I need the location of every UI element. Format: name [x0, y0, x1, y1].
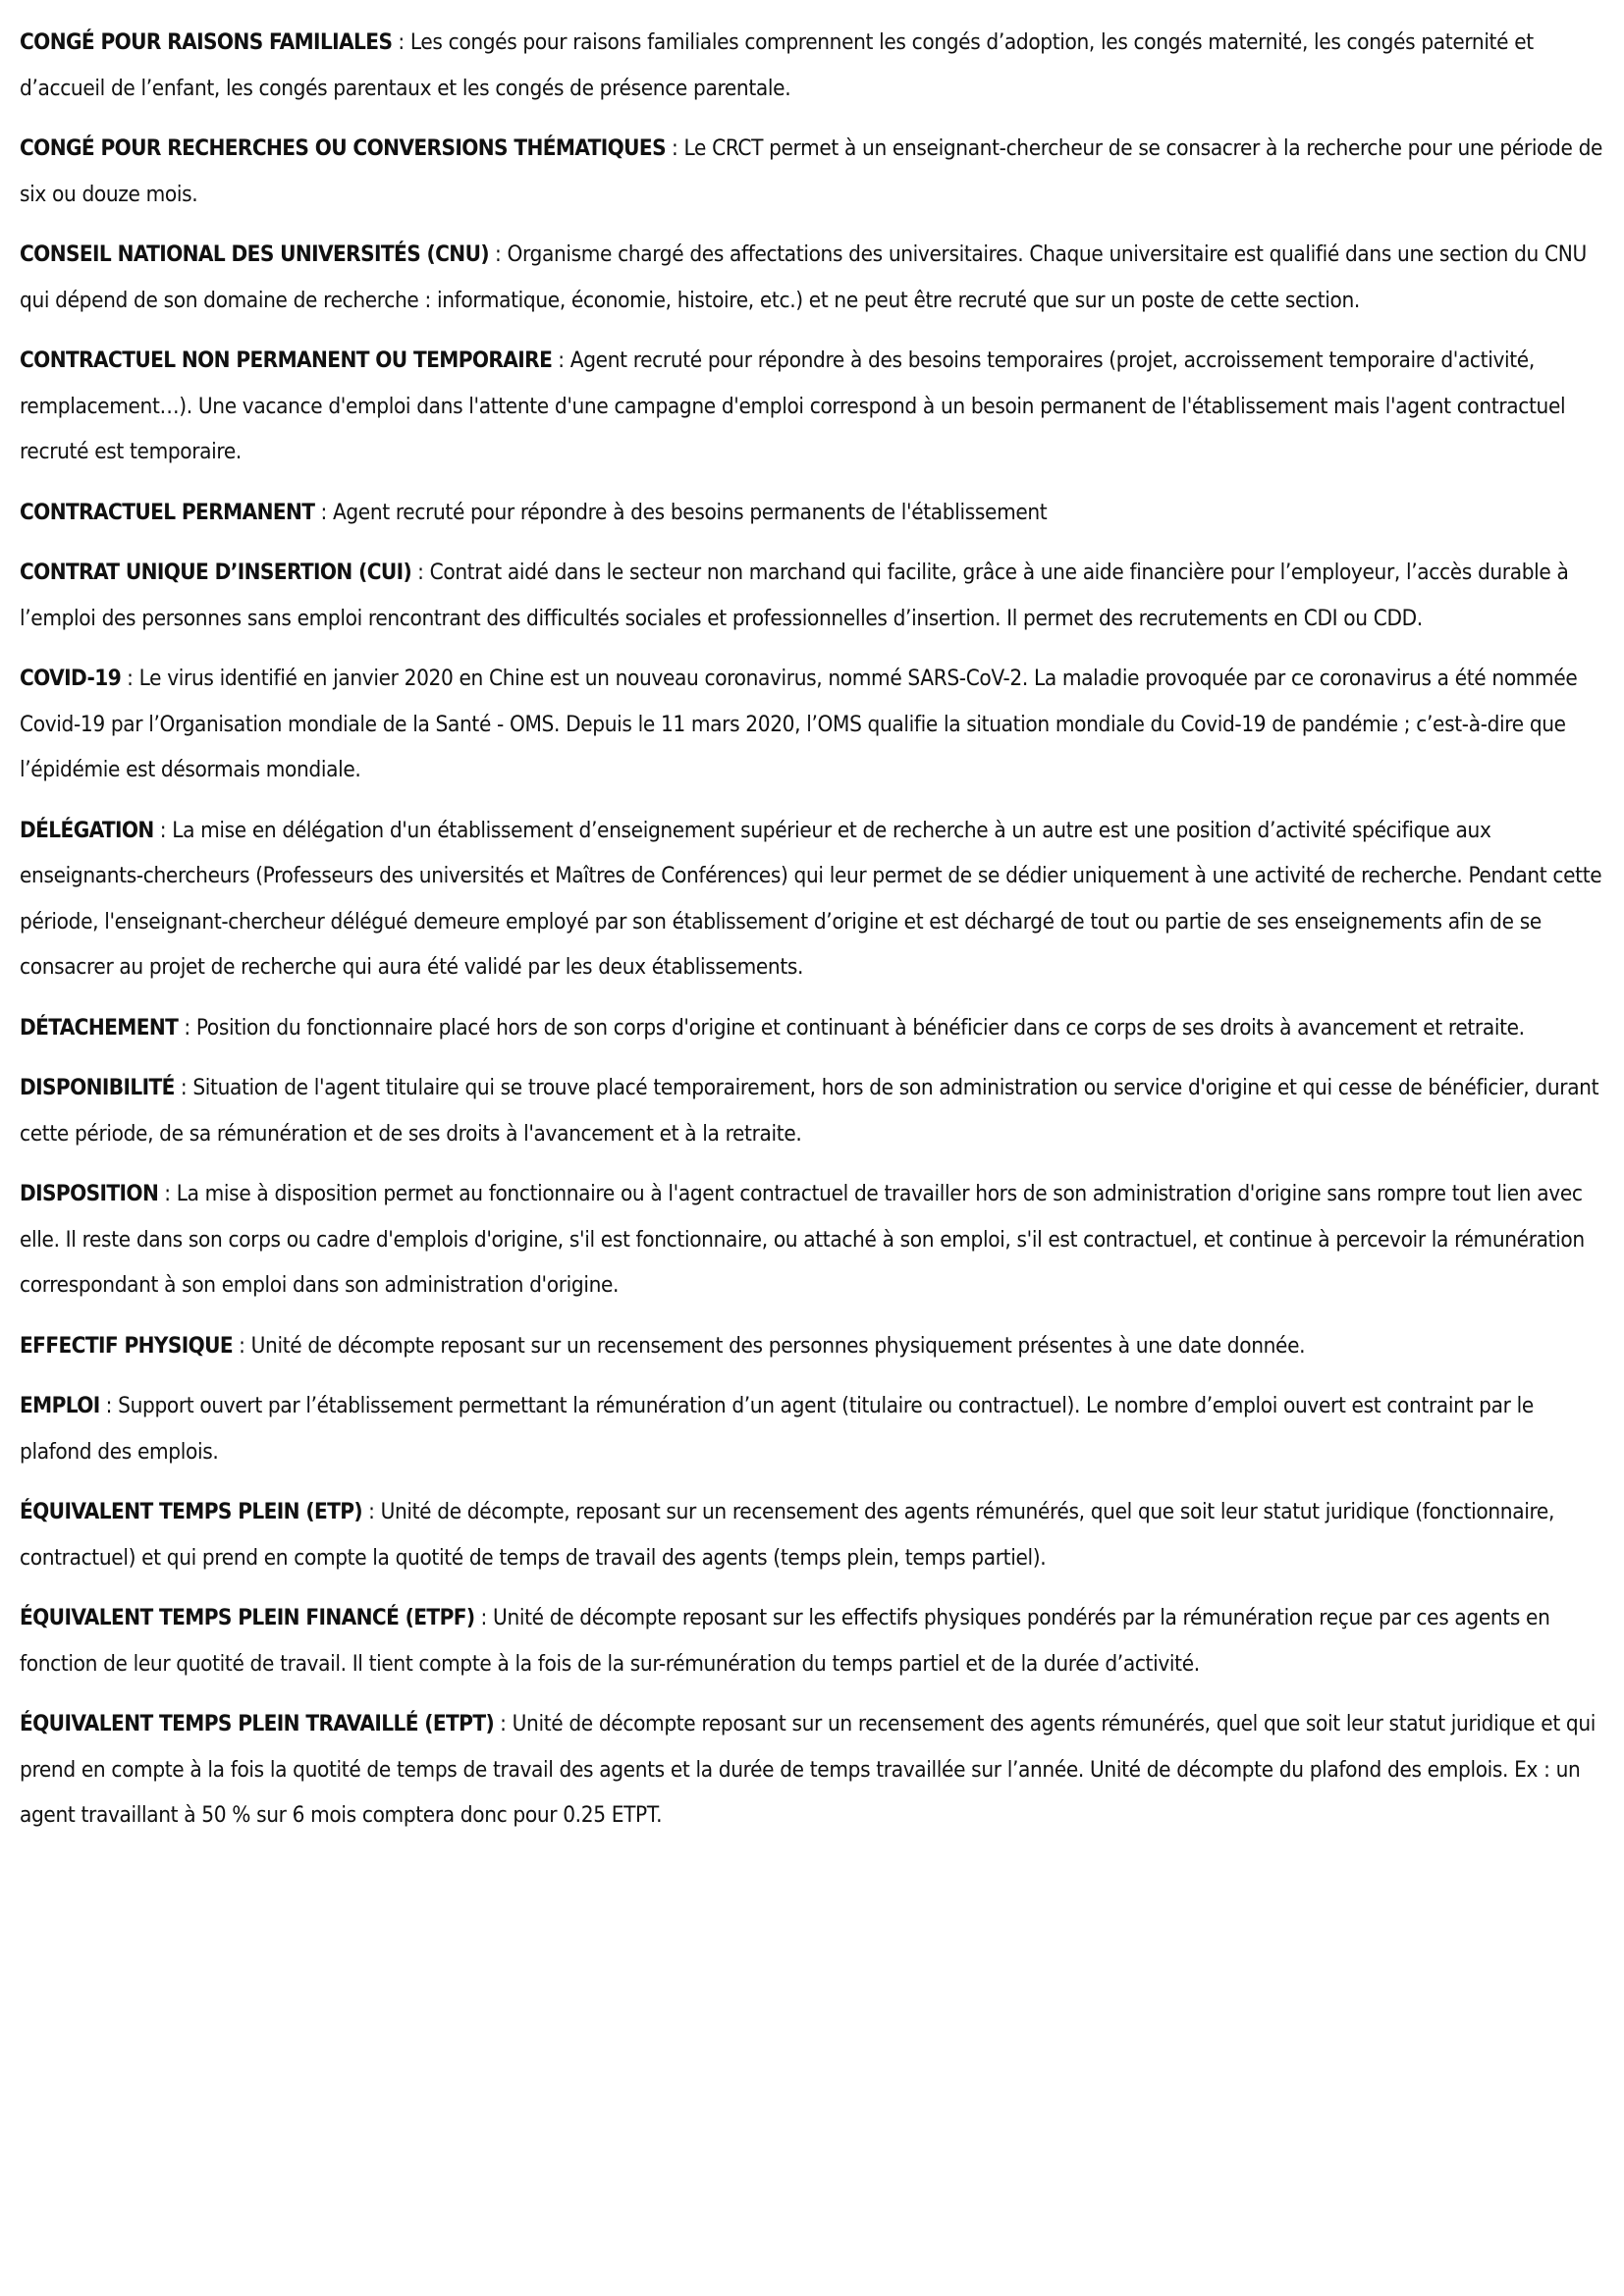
glossary-definition: La mise à disposition permet au fonctionnaire ou à l'agent contractuel de travailler hors de son administration d'origine sans rompre tout lien avec elle. Il reste dans son corps ou cadre d'emplois d'origine, s'il est fonctionnaire, ou attaché à son emploi, s'il est contractuel, et continue à percevoir la rémunération correspondant à son emploi dans son administration d'origine. [20, 1181, 1585, 1298]
glossary-entry-detachement [20, 1005, 1608, 1051]
glossary-entry-effectif-physique [20, 1323, 1608, 1369]
term-separator: : [233, 1332, 251, 1359]
glossary-definition: Unité de décompte reposant sur un recensement des personnes physiquement présentes à une date donnée. [250, 1332, 1306, 1359]
glossary-definition: Le CRCT permet à un enseignant-chercheur de se consacrer à la recherche pour une période de six ou douze mois. [20, 135, 1603, 207]
term-separator: : [153, 817, 173, 843]
glossary-term: CONTRAT UNIQUE D’INSERTION (CUI) [20, 560, 412, 585]
term-separator: : [174, 1075, 193, 1100]
glossary-entry-delegation [20, 808, 1608, 990]
glossary-entry-etp [20, 1489, 1608, 1580]
glossary-term: CONGÉ POUR RECHERCHES OU CONVERSIONS THÉMATIQUES [20, 135, 666, 161]
term-separator: : [362, 1499, 381, 1524]
term-separator: : [488, 241, 508, 267]
glossary-term: COVID-19 [20, 666, 122, 691]
glossary-definition: Unité de décompte reposant sur un recensement des agents rémunérés, quel que soit leur statut juridique et qui prend en compte à la fois la quotité de temps de travail des agents et la durée de temps travaillée sur l’année. Unité de décompte du plafond des emplois. Ex : un agent travaillant à 50 % sur 6 mois comptera donc pour 0.25 ETPT. [20, 1711, 1597, 1828]
glossary-entry-emploi [20, 1383, 1608, 1474]
glossary-term: CONTRACTUEL NON PERMANENT OU TEMPORAIRE [20, 347, 553, 373]
glossary-entry-conge-recherches [20, 126, 1608, 217]
glossary-entry-conge-raisons-familiales [20, 20, 1608, 111]
glossary-term: CONTRACTUEL PERMANENT [20, 499, 315, 525]
glossary-entry-etpf [20, 1595, 1608, 1686]
glossary-term: DISPOSITION [20, 1181, 159, 1206]
glossary-definition: La mise en délégation d'un établissement d’enseignement supérieur et de recherche à un autre est une position d’activité spécifique aux enseignants-chercheurs (Professeurs des universités et Maîtres de Conférences) qui leur permet de se dédier uniquement à une activité de recherche. Pendant cette période, l'enseignant-chercheur délégué demeure employé par son établissement d’origine et est déchargé de tout ou partie de ses enseignements afin de se consacrer au projet de recherche qui aura été validé par les deux établissements. [20, 817, 1602, 980]
term-separator: : [666, 135, 684, 161]
glossary-term: ÉQUIVALENT TEMPS PLEIN FINANCÉ (ETPF) [20, 1605, 475, 1630]
term-separator: : [99, 1393, 119, 1418]
glossary-entry-cui [20, 550, 1608, 641]
term-separator: : [178, 1014, 196, 1041]
glossary-definition: Organisme chargé des affectations des universitaires. Chaque universitaire est qualifié dans une section du CNU qui dépend de son domaine de recherche : informatique, économie, histoire, etc.) et ne peut être recruté que sur un poste de cette section. [20, 241, 1587, 313]
glossary-entry-contractuel-permanent [20, 490, 1608, 536]
glossary-definition: Unité de décompte reposant sur les effectifs physiques pondérés par la rémunération reçue par ces agents en fonction de leur quotité de travail. Il tient compte à la fois de la sur-rémunération du temps partiel et de la durée d’activité. [20, 1605, 1550, 1677]
term-separator: : [158, 1181, 177, 1206]
glossary-term: DÉTACHEMENT [20, 1014, 179, 1041]
glossary-entry-covid-19 [20, 656, 1608, 793]
glossary-definition: Contrat aidé dans le secteur non marchand qui facilite, grâce à une aide financière pour l’employeur, l’accès durable à l’emploi des personnes sans emploi rencontrant des difficultés sociales et professionnelles d’insertion. Il permet des recrutements en CDI ou CDD. [20, 560, 1569, 631]
glossary-term: EFFECTIF PHYSIQUE [20, 1332, 234, 1359]
glossary-entry-contractuel-non-permanent [20, 338, 1608, 475]
glossary-term: ÉQUIVALENT TEMPS PLEIN (ETP) [20, 1499, 363, 1524]
glossary-term: EMPLOI [20, 1393, 100, 1418]
term-separator: : [392, 29, 410, 55]
glossary-entry-disposition [20, 1171, 1608, 1308]
glossary-term: ÉQUIVALENT TEMPS PLEIN TRAVAILLÉ (ETPT) [20, 1711, 495, 1736]
term-separator: : [314, 499, 333, 525]
glossary-term: DISPONIBILITÉ [20, 1075, 175, 1100]
glossary-definition: Agent recruté pour répondre à des besoins permanents de l'établissement [332, 499, 1048, 525]
glossary-definition: Situation de l'agent titulaire qui se trouve placé temporairement, hors de son administration ou service d'origine et qui cesse de bénéficier, durant cette période, de sa rémunération et de ses droits à l'avancement et à la retraite. [20, 1075, 1599, 1147]
term-separator: : [474, 1605, 494, 1630]
term-separator: : [494, 1711, 513, 1736]
glossary-definition: Les congés pour raisons familiales comprennent les congés d’adoption, les congés maternité, les congés paternité et d’accueil de l’enfant, les congés parentaux et les congés de présence parentale. [20, 29, 1534, 101]
term-separator: : [411, 560, 430, 585]
glossary-entry-etpt [20, 1701, 1608, 1839]
glossary-entry-disponibilite [20, 1065, 1608, 1156]
glossary-page [20, 20, 1608, 1853]
glossary-term: CONGÉ POUR RAISONS FAMILIALES [20, 29, 393, 55]
glossary-definition: Le virus identifié en janvier 2020 en Chine est un nouveau coronavirus, nommé SARS-CoV-2. La maladie provoquée par ce coronavirus a été nommée Covid-19 par l’Organisation mondiale de la Santé - OMS. Depuis le 11 mars 2020, l’OMS qualifie la situation mondiale du Covid-19 de pandémie ; c’est-à-dire que l’épidémie est désormais mondiale. [20, 666, 1578, 782]
glossary-definition: Support ouvert par l’établissement permettant la rémunération d’un agent (titulaire ou contractuel). Le nombre d’emploi ouvert est contraint par le plafond des emplois. [20, 1393, 1534, 1465]
glossary-definition: Unité de décompte, reposant sur un recensement des agents rémunérés, quel que soit leur statut juridique (fonctionnaire, contractuel) et qui prend en compte la quotité de temps de travail des agents (temps plein, temps partiel). [20, 1499, 1554, 1571]
glossary-entry-cnu [20, 232, 1608, 323]
glossary-term: DÉLÉGATION [20, 817, 154, 843]
glossary-term: CONSEIL NATIONAL DES UNIVERSITÉS (CNU) [20, 241, 489, 267]
term-separator: : [552, 347, 570, 373]
glossary-definition: Agent recruté pour répondre à des besoins temporaires (projet, accroissement temporaire d'activité, remplacement…). Une vacance d'emploi dans l'attente d'une campagne d'emploi correspond à un besoin permanent de l'établissement mais l'agent contractuel recruté est temporaire. [20, 347, 1566, 464]
glossary-definition: Position du fonctionnaire placé hors de son corps d'origine et continuant à bénéficier dans ce corps de ses droits à avancement et retraite. [195, 1014, 1525, 1041]
term-separator: : [121, 666, 139, 691]
